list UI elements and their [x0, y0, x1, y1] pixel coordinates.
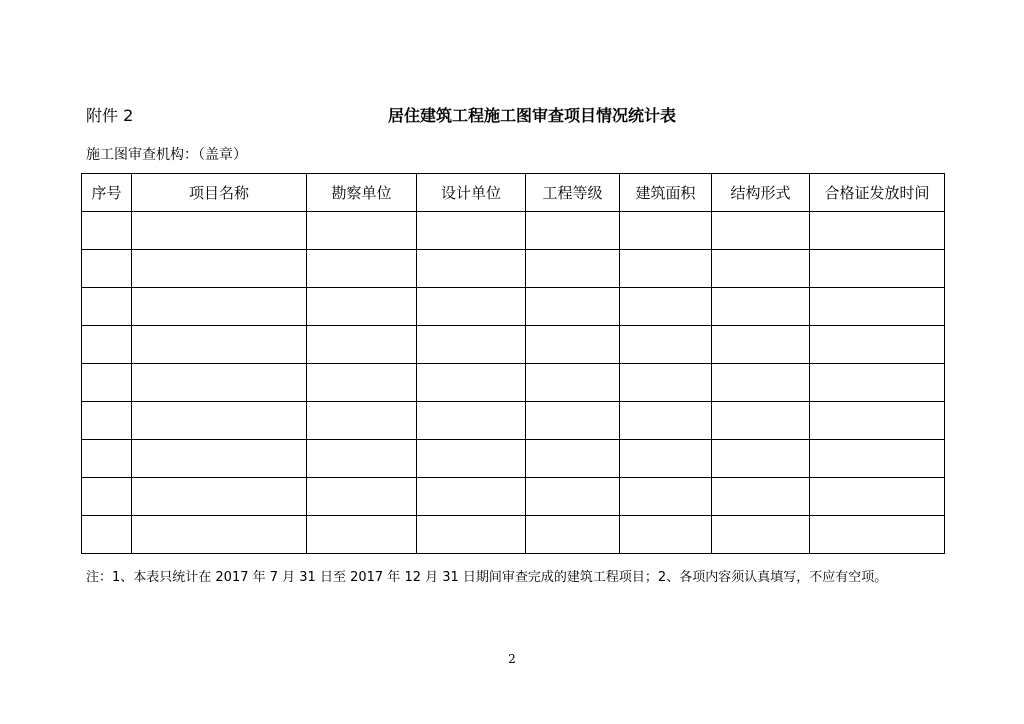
table-cell — [526, 440, 620, 478]
table-cell — [132, 402, 307, 440]
attachment-label: 附件 2 — [86, 106, 134, 125]
table-cell — [810, 326, 945, 364]
table-row — [82, 440, 945, 478]
table-cell — [620, 250, 712, 288]
table-cell — [82, 516, 132, 554]
header-cell-building-area: 建筑面积 — [620, 174, 712, 212]
table-cell — [620, 212, 712, 250]
table-cell — [307, 212, 417, 250]
table-cell — [810, 440, 945, 478]
table-cell — [307, 440, 417, 478]
table-cell — [82, 288, 132, 326]
table-cell — [620, 440, 712, 478]
table-cell — [712, 250, 810, 288]
table-cell — [810, 250, 945, 288]
table-cell — [82, 478, 132, 516]
table-cell — [132, 478, 307, 516]
table-cell — [132, 288, 307, 326]
table-cell — [417, 288, 526, 326]
table-row — [82, 326, 945, 364]
table-row — [82, 516, 945, 554]
table-cell — [620, 402, 712, 440]
table-cell — [417, 402, 526, 440]
table-cell — [810, 364, 945, 402]
footnote: 注：1、本表只统计在 2017 年 7 月 31 日至 2017 年 12 月 31 日期间审查完成的建筑工程项目；2、各项内容须认真填写，不应有空项。 — [86, 570, 888, 585]
table-cell — [417, 440, 526, 478]
table-cell — [417, 250, 526, 288]
table-cell — [810, 212, 945, 250]
table-cell — [307, 364, 417, 402]
table-cell — [712, 402, 810, 440]
page-number: 2 — [508, 652, 516, 666]
table-cell — [417, 516, 526, 554]
table-cell — [132, 440, 307, 478]
header-cell-project-name: 项目名称 — [132, 174, 307, 212]
table-cell — [810, 288, 945, 326]
table-row — [82, 402, 945, 440]
table-cell — [307, 516, 417, 554]
review-org-line: 施工图审查机构：（盖章） — [86, 147, 247, 163]
table-cell — [132, 326, 307, 364]
table-cell — [526, 364, 620, 402]
table-row — [82, 288, 945, 326]
table-row — [82, 364, 945, 402]
table-cell — [810, 478, 945, 516]
table-cell — [82, 212, 132, 250]
table-cell — [82, 364, 132, 402]
page-title: 居住建筑工程施工图审查项目情况统计表 — [388, 106, 677, 125]
table-cell — [132, 516, 307, 554]
table-cell — [82, 402, 132, 440]
table-cell — [712, 364, 810, 402]
table-cell — [307, 326, 417, 364]
table-cell — [307, 402, 417, 440]
table-cell — [307, 478, 417, 516]
table-cell — [620, 364, 712, 402]
table-cell — [620, 288, 712, 326]
header-cell-structure-type: 结构形式 — [712, 174, 810, 212]
table-cell — [82, 326, 132, 364]
table-row — [82, 212, 945, 250]
table-cell — [712, 516, 810, 554]
table-header-row — [82, 174, 945, 212]
table-cell — [526, 250, 620, 288]
table-cell — [810, 516, 945, 554]
table-cell — [526, 212, 620, 250]
header-cell-survey-unit: 勘察单位 — [307, 174, 417, 212]
statistics-table — [81, 173, 945, 554]
table-cell — [526, 402, 620, 440]
table-cell — [526, 288, 620, 326]
header-cell-certificate-date: 合格证发放时间 — [810, 174, 945, 212]
table-cell — [307, 250, 417, 288]
table-cell — [132, 250, 307, 288]
table-cell — [417, 212, 526, 250]
table-cell — [307, 288, 417, 326]
table-row — [82, 250, 945, 288]
header-cell-index: 序号 — [82, 174, 132, 212]
table-cell — [526, 326, 620, 364]
table-cell — [82, 250, 132, 288]
table-cell — [132, 364, 307, 402]
table-cell — [712, 288, 810, 326]
header-cell-project-grade: 工程等级 — [526, 174, 620, 212]
table-row — [82, 478, 945, 516]
table-cell — [712, 326, 810, 364]
table-cell — [712, 478, 810, 516]
table-cell — [526, 516, 620, 554]
header-cell-design-unit: 设计单位 — [417, 174, 526, 212]
table-cell — [132, 212, 307, 250]
table-cell — [810, 402, 945, 440]
table-cell — [620, 478, 712, 516]
table-cell — [417, 364, 526, 402]
table-cell — [712, 440, 810, 478]
table-cell — [620, 326, 712, 364]
table-cell — [620, 516, 712, 554]
table-cell — [526, 478, 620, 516]
table-cell — [82, 440, 132, 478]
table-cell — [417, 478, 526, 516]
table-cell — [712, 212, 810, 250]
table-cell — [417, 326, 526, 364]
